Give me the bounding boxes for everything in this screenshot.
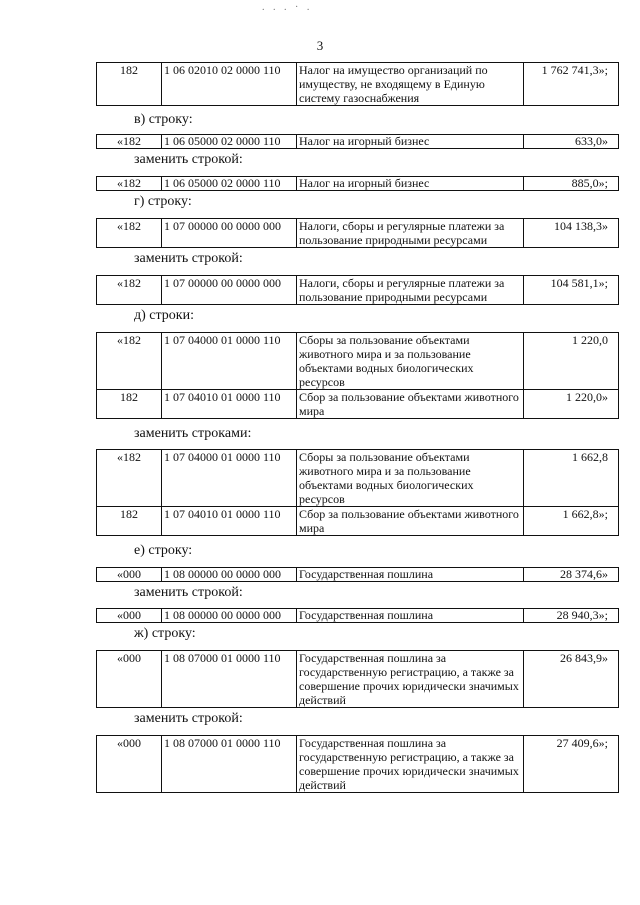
revenue-name-cell: Налоги, сборы и регулярные платежи за пользование природными ресурсами	[297, 219, 524, 248]
amount-cell: 885,0»;	[524, 177, 619, 191]
instruction-label-d: д) строки:	[134, 308, 194, 323]
admin-code-cell: «182	[97, 219, 162, 248]
instruction-label-g: г) строку:	[134, 194, 192, 209]
kbk-code-cell: 1 08 07000 01 0000 110	[162, 736, 297, 793]
amount-cell: 633,0»	[524, 135, 619, 149]
admin-code-cell: «182	[97, 450, 162, 507]
amount-cell: 104 138,3»	[524, 219, 619, 248]
admin-code-cell: «182	[97, 135, 162, 149]
kbk-code-cell: 1 08 00000 00 0000 000	[162, 609, 297, 623]
admin-code-cell: «000	[97, 609, 162, 623]
instruction-label-v-replace: заменить строкой:	[134, 152, 243, 167]
revenue-name-cell: Сборы за пользование объектами животного мира и за пользование объектами водных биологических ресурсов	[297, 450, 524, 507]
kbk-code-cell: 1 07 04000 01 0000 110	[162, 450, 297, 507]
admin-code-cell: «182	[97, 333, 162, 390]
kbk-code-cell: 1 08 07000 01 0000 110	[162, 651, 297, 708]
table-row	[97, 63, 619, 106]
admin-code-cell: «000	[97, 736, 162, 793]
kbk-code-cell: 1 07 04000 01 0000 110	[162, 333, 297, 390]
amount-cell: 27 409,6»;	[524, 736, 619, 793]
table-row	[97, 450, 619, 507]
kbk-code-cell: 1 07 00000 00 0000 000	[162, 219, 297, 248]
budget-table-3	[96, 218, 619, 248]
kbk-code-cell: 1 06 05000 02 0000 110	[162, 135, 297, 149]
table-row	[97, 609, 619, 623]
budget-table-0	[96, 62, 619, 106]
budget-table-10	[96, 735, 619, 793]
admin-code-cell: «000	[97, 568, 162, 582]
revenue-name-cell: Налоги, сборы и регулярные платежи за пользование природными ресурсами	[297, 276, 524, 305]
instruction-label-g-replace: заменить строкой:	[134, 251, 243, 266]
admin-code-cell: 182	[97, 507, 162, 536]
budget-table-5	[96, 332, 619, 419]
amount-cell: 1 762 741,3»;	[524, 63, 619, 106]
budget-table-6	[96, 449, 619, 536]
admin-code-cell: «182	[97, 276, 162, 305]
amount-cell: 28 940,3»;	[524, 609, 619, 623]
table-row	[97, 135, 619, 149]
instruction-label-d-replace: заменить строками:	[134, 426, 252, 441]
amount-cell: 1 662,8»;	[524, 507, 619, 536]
revenue-name-cell: Налог на имущество организаций по имуществу, не входящему в Единую систему газоснабжения	[297, 63, 524, 106]
table-row	[97, 333, 619, 390]
amount-cell: 28 374,6»	[524, 568, 619, 582]
table-row	[97, 177, 619, 191]
revenue-name-cell: Сбор за пользование объектами животного мира	[297, 390, 524, 419]
admin-code-cell: 182	[97, 63, 162, 106]
table-row	[97, 507, 619, 536]
revenue-name-cell: Сбор за пользование объектами животного мира	[297, 507, 524, 536]
revenue-name-cell: Государственная пошлина за государственную регистрацию, а также за совершение прочих юридически значимых действий	[297, 651, 524, 708]
page-number: 3	[316, 38, 324, 53]
instruction-label-e-replace: заменить строкой:	[134, 585, 243, 600]
admin-code-cell: 182	[97, 390, 162, 419]
table-row	[97, 390, 619, 419]
table-row	[97, 276, 619, 305]
amount-cell: 26 843,9»	[524, 651, 619, 708]
budget-table-8	[96, 608, 619, 623]
revenue-name-cell: Государственная пошлина за государственную регистрацию, а также за совершение прочих юридически значимых действий	[297, 736, 524, 793]
table-row	[97, 736, 619, 793]
table-row	[97, 568, 619, 582]
revenue-name-cell: Сборы за пользование объектами животного мира и за пользование объектами водных биологических ресурсов	[297, 333, 524, 390]
instruction-label-v: в) строку:	[134, 112, 193, 127]
amount-cell: 104 581,1»;	[524, 276, 619, 305]
admin-code-cell: «000	[97, 651, 162, 708]
kbk-code-cell: 1 06 02010 02 0000 110	[162, 63, 297, 106]
budget-table-2	[96, 176, 619, 191]
amount-cell: 1 662,8	[524, 450, 619, 507]
instruction-label-zh: ж) строку:	[134, 626, 196, 641]
budget-table-1	[96, 134, 619, 149]
revenue-name-cell: Налог на игорный бизнес	[297, 135, 524, 149]
scan-marks: . . . · .	[262, 2, 313, 13]
kbk-code-cell: 1 07 04010 01 0000 110	[162, 507, 297, 536]
revenue-name-cell: Государственная пошлина	[297, 568, 524, 582]
instruction-label-e: е) строку:	[134, 543, 193, 558]
kbk-code-cell: 1 07 00000 00 0000 000	[162, 276, 297, 305]
table-row	[97, 651, 619, 708]
budget-table-7	[96, 567, 619, 582]
amount-cell: 1 220,0»	[524, 390, 619, 419]
revenue-name-cell: Государственная пошлина	[297, 609, 524, 623]
admin-code-cell: «182	[97, 177, 162, 191]
budget-table-9	[96, 650, 619, 708]
kbk-code-cell: 1 08 00000 00 0000 000	[162, 568, 297, 582]
revenue-name-cell: Налог на игорный бизнес	[297, 177, 524, 191]
kbk-code-cell: 1 07 04010 01 0000 110	[162, 390, 297, 419]
instruction-label-zh-replace: заменить строкой:	[134, 711, 243, 726]
budget-table-4	[96, 275, 619, 305]
kbk-code-cell: 1 06 05000 02 0000 110	[162, 177, 297, 191]
table-row	[97, 219, 619, 248]
amount-cell: 1 220,0	[524, 333, 619, 390]
